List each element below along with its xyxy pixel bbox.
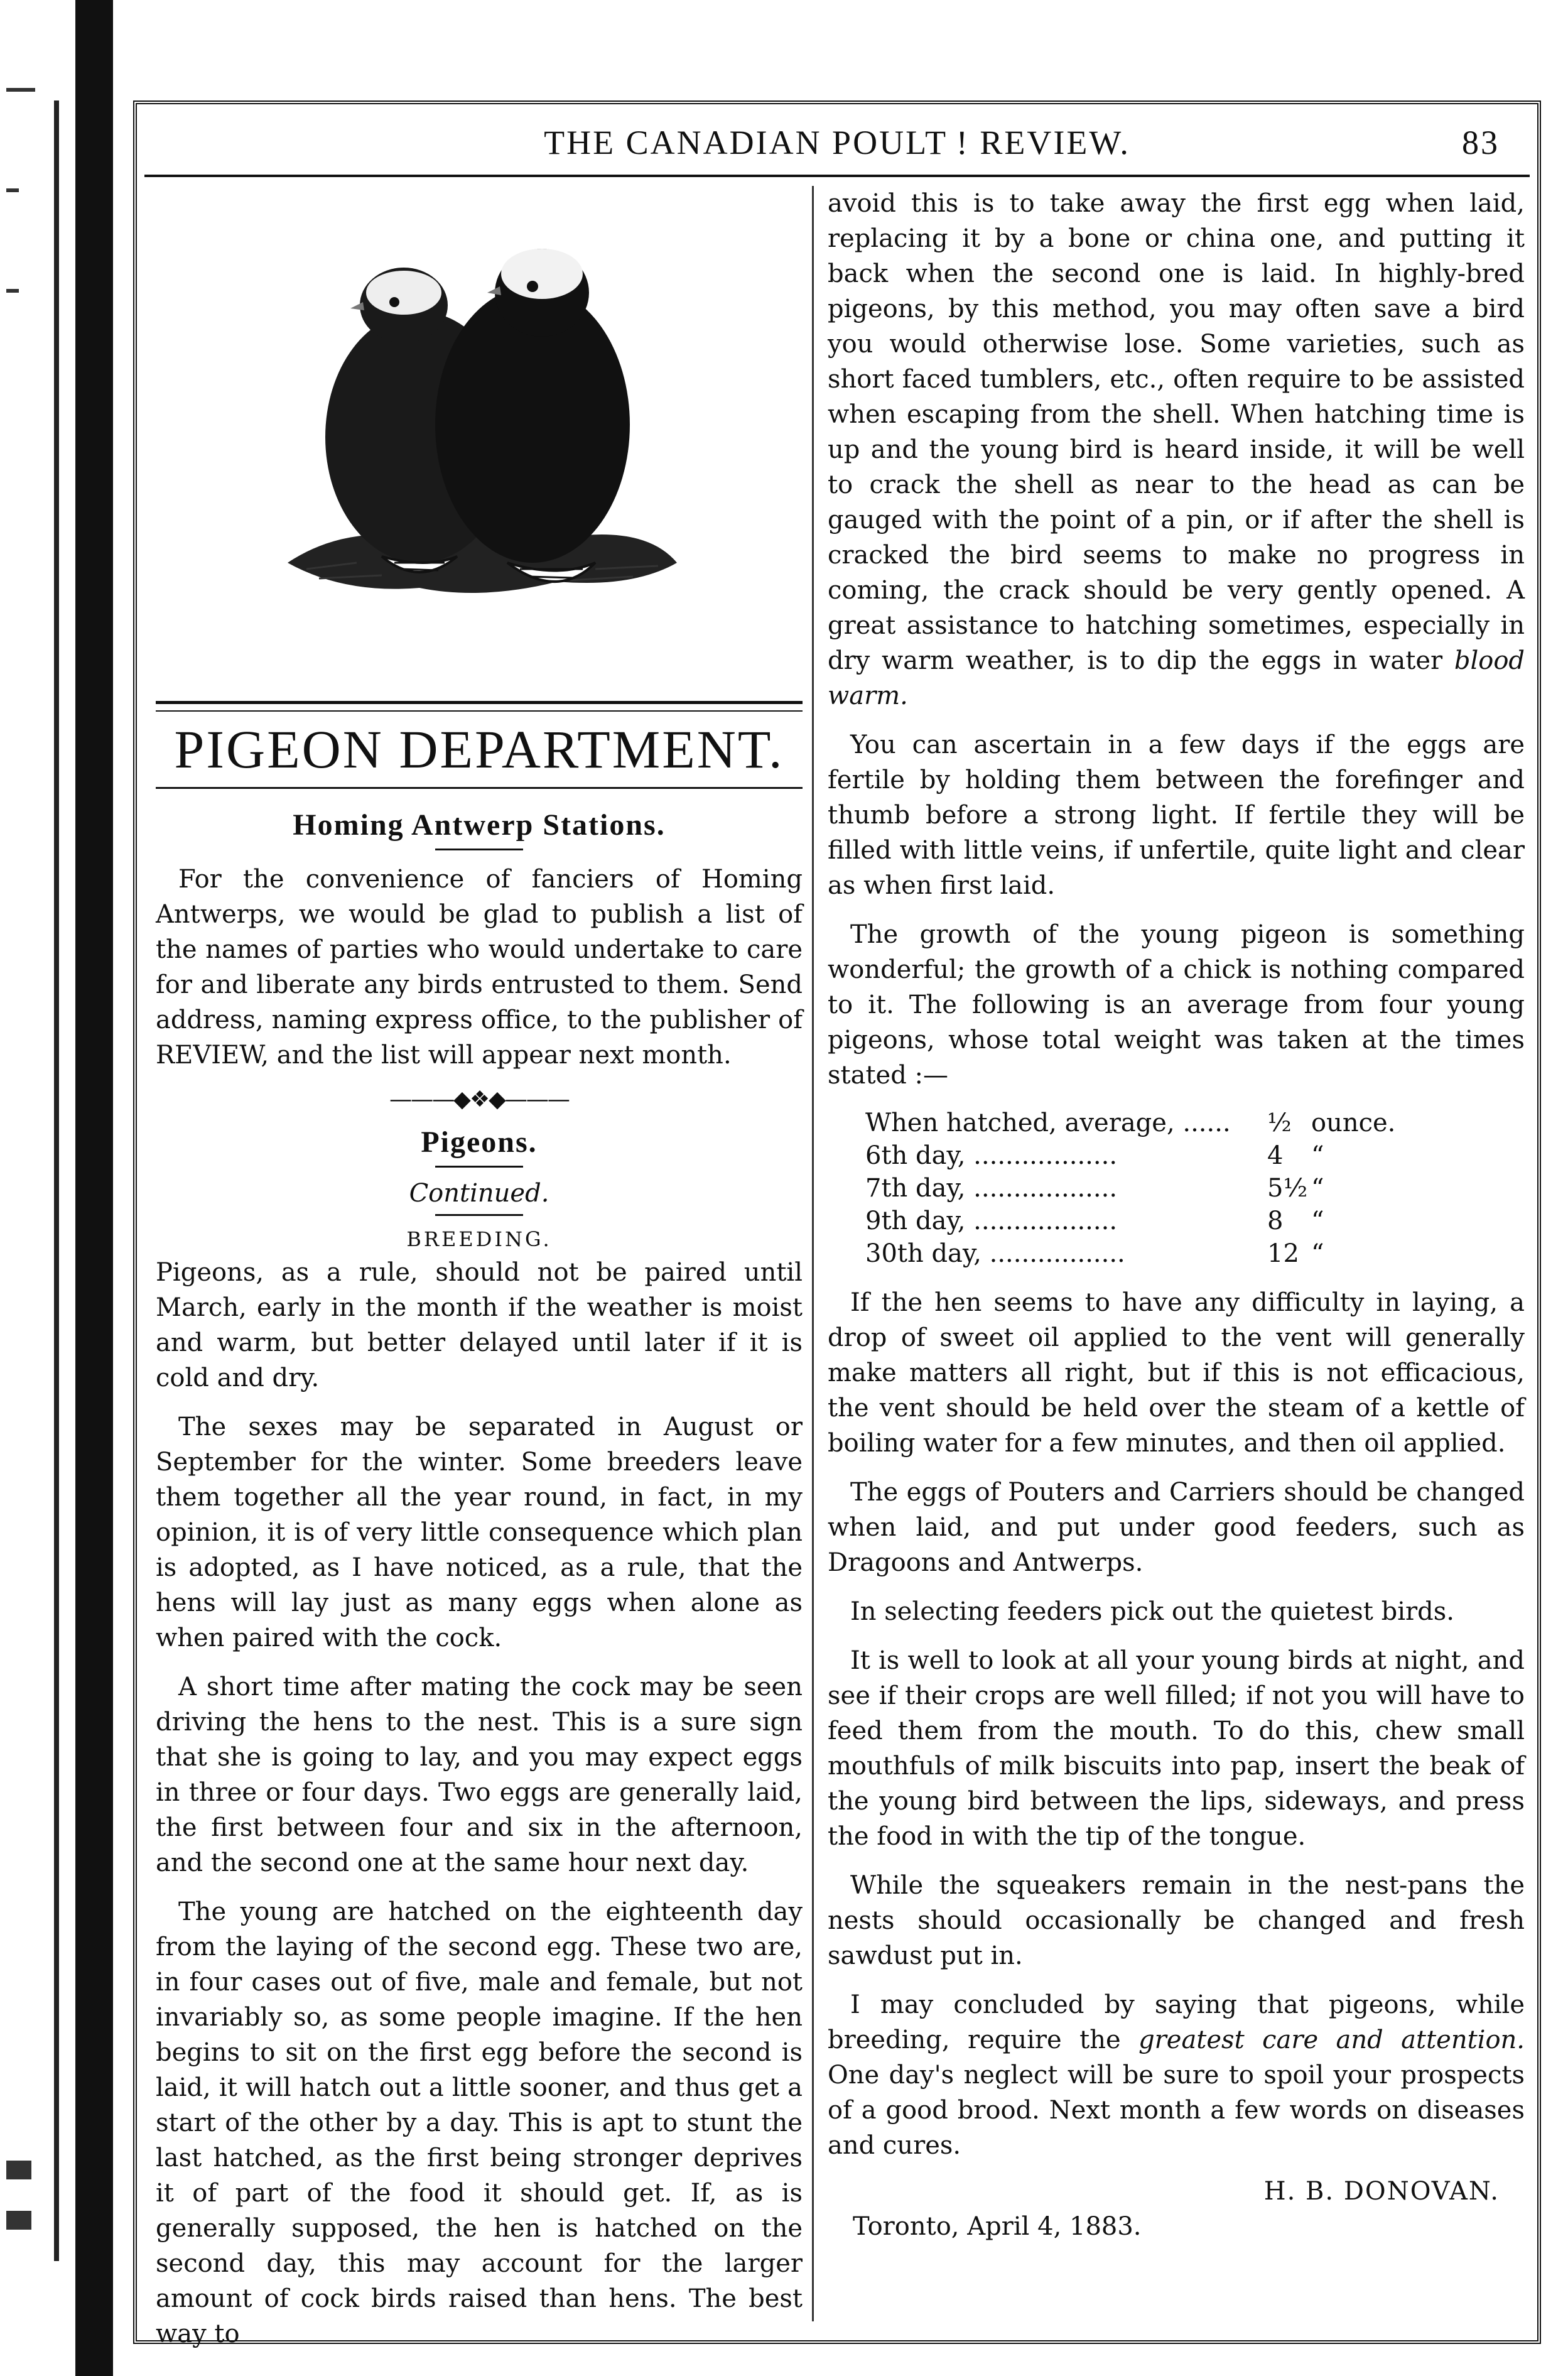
italic-phrase: blood warm. xyxy=(828,646,1525,710)
paragraph-text: avoid this is to take away the first egg when laid, replacing it by a bone or china one, and putting it back when the second one is laid. In highly-bred pigeons, by this method, you may often save a bird you would otherwise lose. Some varieties, such as short faced tumblers, etc., often require to be assisted when escaping from the shell. When hatching time is up and the young bird is heard inside, it will be well to crack the shell as near to the head as can be gauged with the point of a pin, or if after the shell is cracked the bird seems to make no progress in coming, the crack should be very gently opened. A great assistance to hatching sometimes, especially in dry warm weather, is to dip the eggs in water xyxy=(828,189,1525,675)
paragraph: In selecting feeders pick out the quietest birds. xyxy=(850,1597,1454,1626)
table-row xyxy=(865,1107,1525,1139)
paragraph: It is well to look at all your young birds at night, and see if their crops are well filled; if not you will have to feed them from the mouth. To do this, chew small mouthfuls of milk biscuits into pap, insert the beak of the young bird between the lips, sideways, and press the food in with the tip of the tongue. xyxy=(828,1646,1525,1851)
author-signature: H. B. DONOVAN. xyxy=(1263,2177,1500,2206)
row-value: 4 xyxy=(1267,1141,1284,1170)
italic-phrase: greatest care and attention. xyxy=(1138,2026,1525,2054)
title-rule-top xyxy=(156,701,803,712)
breeding-subhead: BREEDING. xyxy=(406,1227,552,1251)
row-value: ½ xyxy=(1267,1109,1292,1137)
row-unit: “ xyxy=(1311,1174,1324,1203)
row-value: 8 xyxy=(1267,1207,1284,1235)
row-unit: “ xyxy=(1311,1141,1324,1170)
row-label: 30th day, ................. xyxy=(865,1239,1125,1268)
left-column xyxy=(156,186,803,2365)
pigeons-illustration xyxy=(156,186,803,688)
paragraph xyxy=(828,1987,1525,2163)
binding-strip xyxy=(75,0,113,2376)
right-column xyxy=(828,186,1525,2241)
row-label: 7th day, .................. xyxy=(865,1174,1118,1203)
continued-label: Continued. xyxy=(409,1179,549,1208)
weight-table xyxy=(865,1107,1525,1270)
paragraph: Pigeons, as a rule, should not be paired until March, early in the month if the weather is moist and warm, but better delayed until later if it is cold and dry. xyxy=(156,1258,803,1392)
short-rule xyxy=(435,1214,523,1216)
dateline: Toronto, April 4, 1883. xyxy=(853,2212,1142,2241)
paragraph: You can ascertain in a few days if the eggs are fertile by holding them between the forefinger and thumb before a strong light. If fertile they will be filled with little veins, if unfertile, quite light and clear as when first laid. xyxy=(828,730,1525,900)
ornament-divider: ———◆❖◆——— xyxy=(389,1087,569,1112)
paragraph: A short time after mating the cock may be seen driving the hens to the nest. This is a sure sign that she is going to lay, and you may expect eggs in three or four days. Two eggs are generally laid, the first between four and six in the afternoon, and the second one at the same hour next day. xyxy=(156,1673,803,1877)
running-head xyxy=(137,116,1537,172)
table-row xyxy=(865,1237,1525,1270)
table-row xyxy=(865,1172,1525,1205)
table-row xyxy=(865,1139,1525,1172)
page-frame xyxy=(133,100,1541,2348)
journal-title: THE CANADIAN POULT ! REVIEW. xyxy=(544,124,1130,161)
pigeons-heading: Pigeons. xyxy=(421,1126,538,1159)
row-label: When hatched, average, ...... xyxy=(865,1109,1231,1137)
row-value: 12 xyxy=(1267,1239,1299,1268)
paragraph: The growth of the young pigeon is something wonderful; the growth of a chick is nothing compared to it. The following is an average from four young pigeons, whose total weight was taken at the times stated :— xyxy=(828,920,1525,1090)
row-label: 6th day, .................. xyxy=(865,1141,1118,1170)
row-unit: “ xyxy=(1311,1207,1324,1235)
header-rule xyxy=(144,175,1530,177)
paragraph: While the squeakers remain in the nest-pans the nests should occasionally be changed and fresh sawdust put in. xyxy=(828,1871,1525,1970)
column-divider xyxy=(812,186,814,2321)
pigeon-pair-engraving xyxy=(156,186,803,688)
binding-line xyxy=(54,100,59,2261)
page-number: 83 xyxy=(1462,124,1500,161)
title-rule-bottom xyxy=(156,787,803,789)
paragraph: If the hen seems to have any difficulty in laying, a drop of sweet oil applied to the vent will generally make matters all right, but if this is not efficacious, the vent should be held over the steam of a kettle of boiling water for a few minutes, and then oil applied. xyxy=(828,1288,1525,1458)
paragraph: The sexes may be separated in August or September for the winter. Some breeders leave them together all the year round, in fact, in my opinion, it is of very little consequence which plan is adopted, as I have noticed, as a rule, that the hens will lay just as many eggs when alone as when paired with the cock. xyxy=(156,1413,803,1652)
table-row xyxy=(865,1205,1525,1237)
paragraph xyxy=(828,186,1525,713)
paragraph: The eggs of Pouters and Carriers should be changed when laid, and put under good feeders, such as Dragoons and Antwerps. xyxy=(828,1478,1525,1577)
paragraph: The young are hatched on the eighteenth day from the laying of the second egg. These two are, in four cases out of five, male and female, but not invariably so, as some people imagine. If the hen begins to sit on the first egg before the second is laid, it will hatch out a little sooner, and thus get a start of the other by a day. This is apt to stunt the last hatched, as the first being stronger deprives it of part of the food it should get. If, as is generally supposed, the hen is hatched on the second day, this may account for the larger amount of cock birds raised than hens. The best way to xyxy=(156,1897,803,2348)
row-unit: ounce. xyxy=(1311,1109,1396,1137)
short-rule xyxy=(435,1166,523,1168)
homing-paragraph: For the convenience of fanciers of Homing Antwerps, we would be glad to publish a list of the names of parties who would undertake to care for and liberate any birds entrusted to them. Send address, naming express office, to the publisher of REVIEW, and the list will appear next month. xyxy=(156,865,803,1070)
row-unit: “ xyxy=(1311,1239,1324,1268)
department-title: PIGEON DEPARTMENT. xyxy=(174,719,784,779)
homing-heading: Homing Antwerp Stations. xyxy=(293,808,666,842)
row-value: 5½ xyxy=(1267,1174,1308,1203)
paragraph-text: One day's neglect will be sure to spoil your prospects of a good brood. Next month a few words on diseases and cures. xyxy=(828,2061,1525,2160)
short-rule xyxy=(435,849,523,850)
page-edge-marks xyxy=(0,88,44,2349)
row-label: 9th day, .................. xyxy=(865,1207,1118,1235)
paragraph-text: I may concluded by saying that pigeons, while breeding, require the xyxy=(828,1990,1525,2054)
